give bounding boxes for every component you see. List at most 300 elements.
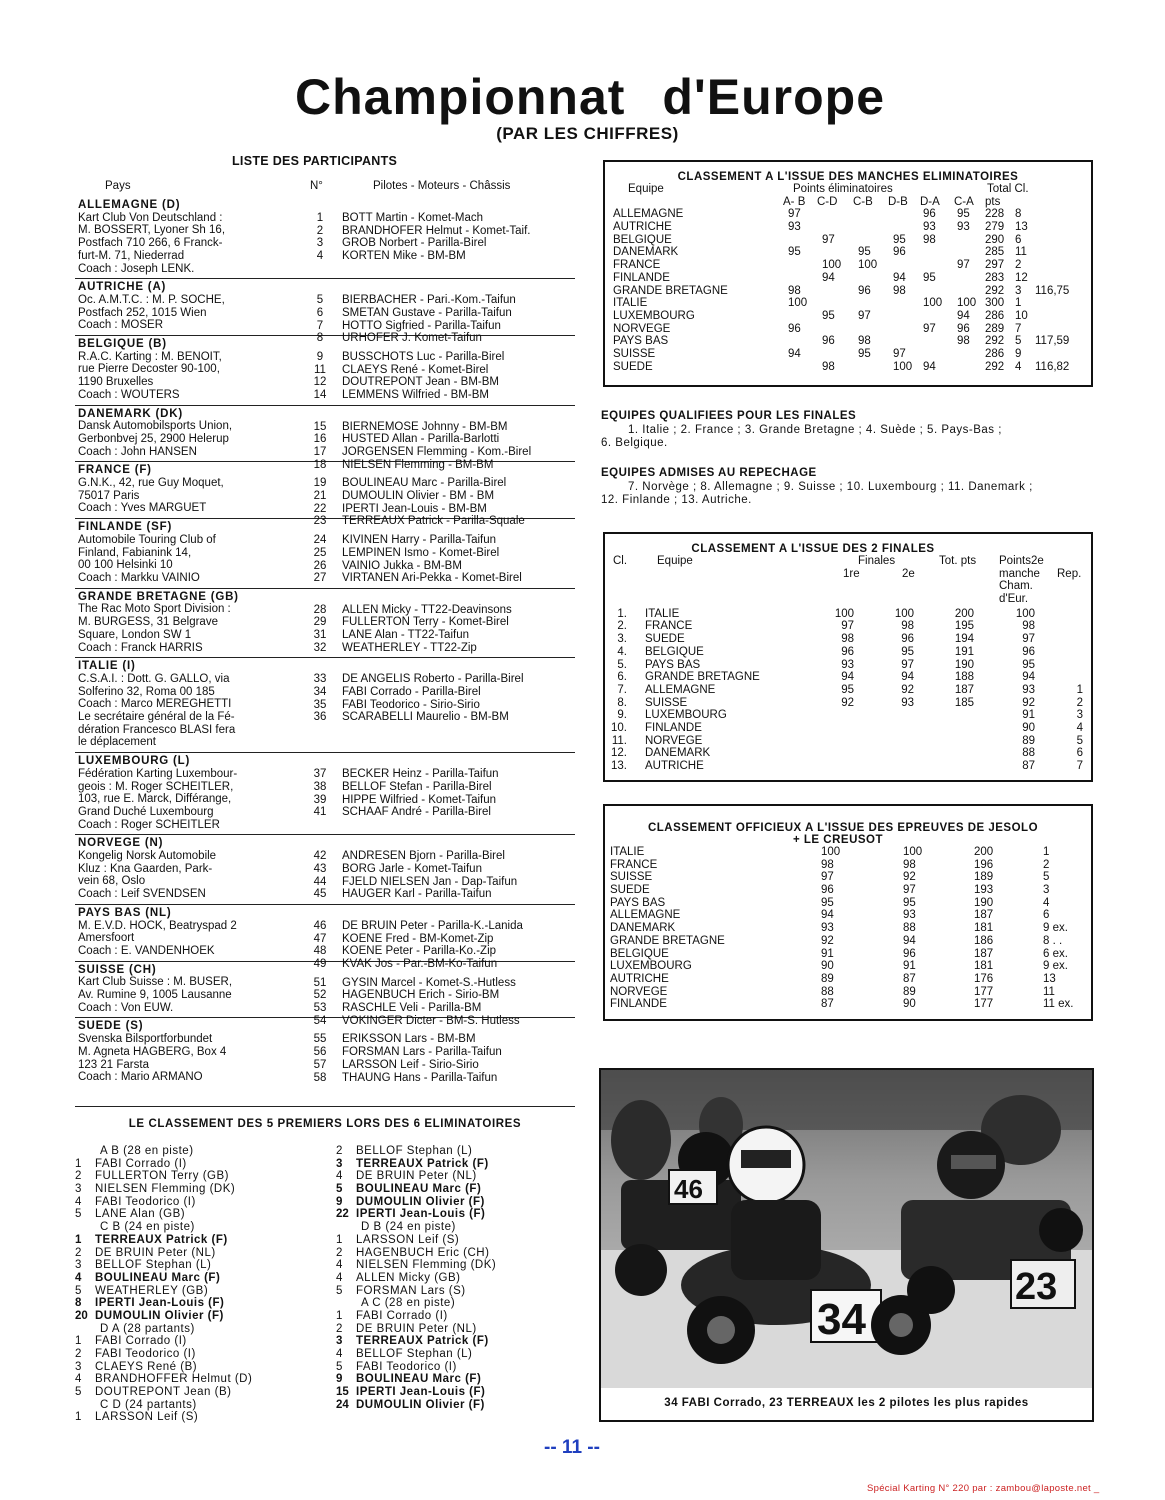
pilot-name: LEMPINEN Ismo - Komet-Birel bbox=[342, 546, 500, 559]
team-info-line: Square, London SW 1 bbox=[78, 628, 192, 641]
pilot-number: 54 bbox=[313, 1014, 327, 1027]
officieux-cell: 92 bbox=[903, 871, 916, 884]
elim-cell: 12 bbox=[1015, 271, 1028, 284]
pilot-row bbox=[280, 850, 576, 863]
final-cell: 2 bbox=[1076, 696, 1083, 709]
team-info bbox=[75, 591, 278, 655]
team-block bbox=[75, 753, 575, 835]
final-team: ITALIE bbox=[645, 607, 680, 620]
pilot-row bbox=[280, 933, 576, 946]
elim5-entry bbox=[336, 1183, 576, 1196]
final-cell: 96 bbox=[841, 645, 854, 658]
final-cell: 1 bbox=[1076, 683, 1083, 696]
team-info-line: Fédération Karting Luxembour- bbox=[78, 767, 238, 780]
officieux-cell: 93 bbox=[903, 909, 916, 922]
elim-cell: 286 bbox=[985, 347, 1005, 360]
elim-row bbox=[605, 285, 1091, 298]
final-cell: 87 bbox=[1022, 760, 1035, 772]
pilot-number: 26 bbox=[313, 559, 327, 572]
elim5-rank: 1 bbox=[336, 1309, 343, 1322]
pilot-row bbox=[280, 534, 576, 547]
elim-cell: 285 bbox=[985, 246, 1005, 259]
page-number: -- 11 -- bbox=[544, 1437, 600, 1458]
final-team: SUEDE bbox=[645, 633, 685, 646]
elim5-entry bbox=[336, 1361, 576, 1374]
team-info-line: The Rac Moto Sport Division : bbox=[78, 603, 231, 616]
officieux-rows bbox=[605, 846, 1091, 1011]
final-cell: 100 bbox=[834, 607, 854, 620]
elim5-group-heading bbox=[336, 1297, 576, 1310]
elim-cell: 13 bbox=[1015, 221, 1028, 234]
pilot-name: TERREAUX Patrick - Parilla-Squale bbox=[342, 515, 525, 528]
elim-h-pts: pts bbox=[985, 195, 1001, 208]
elim-h-group: A- B bbox=[783, 195, 806, 208]
col-pays: Pays bbox=[105, 180, 131, 192]
team-info-line: Coach : WOUTERS bbox=[78, 388, 180, 401]
officieux-cell: 187 bbox=[974, 909, 994, 922]
pilot-name: ANDRESEN Bjorn - Parilla-Birel bbox=[342, 850, 505, 863]
final-cell: 6 bbox=[1076, 747, 1083, 760]
team-info-line: C.S.A.I. : Dott. G. GALLO, via bbox=[78, 672, 230, 685]
elim-cell: 100 bbox=[822, 259, 842, 272]
elim-row bbox=[605, 348, 1091, 361]
team-info-line: 00 100 Helsinki 10 bbox=[78, 559, 173, 572]
elim-team: SUISSE bbox=[613, 347, 656, 360]
pilot-row bbox=[280, 920, 576, 933]
officieux-team: SUEDE bbox=[610, 884, 650, 897]
team-info bbox=[75, 521, 278, 585]
final-row bbox=[605, 633, 1091, 646]
elim-cell: 6 bbox=[1015, 233, 1022, 246]
elim5-entry bbox=[336, 1399, 576, 1412]
officieux-row bbox=[605, 986, 1091, 999]
participants-list bbox=[75, 197, 575, 1087]
elim5-entry bbox=[75, 1196, 330, 1209]
officieux-cell: 181 bbox=[974, 922, 994, 935]
pilot-row bbox=[280, 1072, 576, 1085]
elim-team: NORVEGE bbox=[613, 322, 671, 335]
pilot-row bbox=[280, 477, 576, 490]
team-info-line: M. BOSSERT, Lyoner Sh 16, bbox=[78, 224, 226, 237]
team-name: SUISSE (CH) bbox=[78, 963, 157, 976]
pilot-number: 44 bbox=[313, 875, 327, 888]
pilot-name: JORGENSEN Flemming - Kom.-Birel bbox=[342, 445, 532, 458]
team-info-line: Coach : Mario ARMANO bbox=[78, 1071, 203, 1084]
final-h-1re: 1re bbox=[843, 567, 860, 580]
pilot-name: THAUNG Hans - Parilla-Taifun bbox=[342, 1071, 498, 1084]
elim-row bbox=[605, 272, 1091, 285]
final-team: SUISSE bbox=[645, 696, 688, 709]
team-pilots bbox=[280, 673, 576, 724]
pilot-number: 4 bbox=[316, 250, 324, 263]
final-row bbox=[605, 620, 1091, 633]
final-rows bbox=[605, 608, 1091, 773]
pilot-name: HUSTED Allan - Parilla-Barlotti bbox=[342, 433, 500, 446]
team-info-line: Coach : E. VANDENHOEK bbox=[78, 944, 215, 957]
final-cell: 5. bbox=[617, 658, 627, 671]
pilot-name: HOTTO Sigfried - Parilla-Taifun bbox=[342, 319, 501, 332]
pilot-number: 46 bbox=[313, 919, 327, 932]
elim5-entry bbox=[336, 1335, 576, 1348]
elim-row bbox=[605, 361, 1091, 374]
team-info-line: Dansk Automobilsports Union, bbox=[78, 420, 233, 433]
elim5-rank: 3 bbox=[75, 1360, 82, 1373]
elim-cell: 97 bbox=[822, 233, 835, 246]
final-cell: 190 bbox=[954, 658, 974, 671]
elim5-entry bbox=[336, 1259, 576, 1272]
team-info bbox=[75, 837, 278, 901]
final-row bbox=[605, 760, 1091, 773]
elim-cell: 98 bbox=[788, 284, 801, 297]
pilot-number: 43 bbox=[313, 863, 327, 876]
pilot-number: 15 bbox=[313, 420, 327, 433]
team-info-line: Finland, Fabianink 14, bbox=[78, 546, 192, 559]
elim5-rank: 4 bbox=[336, 1271, 343, 1284]
elim5-driver: FABI Teodorico (I) bbox=[95, 1348, 196, 1360]
final-h-2e: 2e bbox=[902, 567, 915, 580]
elim-cell: 10 bbox=[1015, 309, 1028, 322]
elim5-group-label: D A (28 partants) bbox=[100, 1322, 195, 1335]
pilot-number: 32 bbox=[313, 641, 327, 654]
elim5-driver: TERREAUX Patrick (F) bbox=[356, 1157, 489, 1170]
elim-h-group: D-A bbox=[920, 195, 940, 208]
kart-number-23: 23 bbox=[1015, 1266, 1058, 1308]
officieux-row bbox=[605, 859, 1091, 872]
pilot-row bbox=[280, 711, 576, 724]
elim-cell: 100 bbox=[957, 297, 977, 310]
pilot-name: DE BRUIN Peter - Parilla-K.-Lanida bbox=[342, 919, 523, 932]
pilot-number: 47 bbox=[313, 932, 327, 945]
officieux-cell: 13 bbox=[1043, 972, 1056, 985]
team-block bbox=[75, 835, 575, 905]
elim5-heading: LE CLASSEMENT DES 5 PREMIERS LORS DES 6 ELIMINATOIRES bbox=[75, 1106, 575, 1130]
final-h-finales: Finales bbox=[858, 555, 896, 567]
pilot-name: SCHAAF André - Parilla-Birel bbox=[342, 806, 491, 819]
final-cell: 91 bbox=[1022, 709, 1035, 722]
elim-row bbox=[605, 234, 1091, 247]
final-cell: 93 bbox=[841, 658, 854, 671]
elim-cell: 286 bbox=[985, 309, 1005, 322]
officieux-cell: 6 bbox=[1043, 909, 1050, 922]
pilot-number: 14 bbox=[313, 389, 327, 402]
final-header-1 bbox=[605, 555, 1091, 568]
final-h-equipe: Equipe bbox=[657, 555, 693, 567]
officieux-cell: 93 bbox=[821, 922, 834, 935]
team-block bbox=[75, 1018, 575, 1087]
elim5-rank: 9 bbox=[336, 1373, 343, 1386]
pilot-number: 9 bbox=[316, 351, 324, 364]
final-row bbox=[605, 659, 1091, 672]
team-info-line: 103, rue E. Marck, Différange, bbox=[78, 793, 232, 806]
team-pilots bbox=[280, 534, 576, 585]
team-info-line: M. E.V.D. HOCK, Beatryspad 2 bbox=[78, 919, 237, 932]
team-info-line: dération Francesco BLASI fera bbox=[78, 723, 236, 736]
team-info-line: Coach : MOSER bbox=[78, 319, 163, 332]
elim-h-points: Points éliminatoires bbox=[793, 183, 893, 195]
elim-cell: 95 bbox=[788, 246, 801, 259]
officieux-team: FINLANDE bbox=[610, 998, 667, 1011]
elim5-group-label: A C (28 en piste) bbox=[361, 1297, 456, 1310]
repechage-text-2: 12. Finlande ; 13. Autriche. bbox=[601, 494, 752, 506]
elim-cell: 95 bbox=[893, 233, 906, 246]
final-row bbox=[605, 608, 1091, 621]
elim5-entry bbox=[75, 1285, 330, 1298]
officieux-team: FRANCE bbox=[610, 858, 658, 871]
officieux-row bbox=[605, 948, 1091, 961]
pilot-row bbox=[280, 421, 576, 434]
pilot-name: BELLOF Stefan - Parilla-Birel bbox=[342, 780, 492, 793]
final-h-cl: Cl. bbox=[613, 555, 628, 567]
elim5-driver: IPERTI Jean-Louis (F) bbox=[95, 1297, 225, 1310]
team-info-line: Oc. A.M.T.C. : M. P. SOCHE, bbox=[78, 293, 225, 306]
team-info-line: Coach : Joseph LENK. bbox=[78, 262, 195, 275]
final-cell: 194 bbox=[954, 633, 974, 646]
final-cell: 93 bbox=[1022, 683, 1035, 696]
pilot-row bbox=[280, 686, 576, 699]
pilot-row bbox=[280, 351, 576, 364]
elim5-rank: 15 bbox=[336, 1386, 349, 1399]
elim5-entry bbox=[75, 1272, 330, 1285]
pilot-row bbox=[280, 699, 576, 712]
officieux-row bbox=[605, 897, 1091, 910]
final-cell: 12. bbox=[611, 747, 627, 760]
elim5-driver: HAGENBUCH Eric (CH) bbox=[356, 1246, 490, 1259]
elim5-entry bbox=[336, 1348, 576, 1361]
elim-row bbox=[605, 297, 1091, 310]
elim-cell: 95 bbox=[858, 246, 871, 259]
col-no: N° bbox=[310, 180, 323, 192]
pilot-number: 42 bbox=[313, 850, 327, 863]
elim-cell: 292 bbox=[985, 284, 1005, 297]
elim-cell: 297 bbox=[985, 259, 1005, 272]
elim-h-group: D-B bbox=[888, 195, 908, 208]
pilot-name: HAGENBUCH Erich - Sirio-BM bbox=[342, 989, 500, 1002]
elim5-group-heading bbox=[75, 1145, 330, 1158]
elim5-rank: 1 bbox=[336, 1233, 343, 1246]
pilot-name: HAUGER Karl - Parilla-Taifun bbox=[342, 888, 492, 901]
pilot-row bbox=[280, 863, 576, 876]
officieux-row bbox=[605, 871, 1091, 884]
elim-cell: 300 bbox=[985, 297, 1005, 310]
pilot-name: CLAEYS René - Komet-Birel bbox=[342, 363, 489, 376]
elim5-rank: 4 bbox=[75, 1271, 82, 1284]
pilot-number: 58 bbox=[313, 1071, 327, 1084]
officieux-cell: 1 bbox=[1043, 846, 1050, 858]
team-info-line: Automobile Touring Club of bbox=[78, 533, 216, 546]
elim-cell: 96 bbox=[788, 322, 801, 335]
final-cell: 11. bbox=[611, 734, 627, 747]
elim5-driver: FORSMAN Lars (S) bbox=[356, 1284, 466, 1297]
kart-number-46: 46 bbox=[674, 1174, 703, 1204]
elim5-rank: 9 bbox=[336, 1195, 343, 1208]
final-team: DANEMARK bbox=[645, 747, 711, 760]
pilot-row bbox=[280, 888, 576, 901]
pilot-number: 24 bbox=[313, 534, 327, 547]
elim-cell: 95 bbox=[822, 309, 835, 322]
elim-header-1 bbox=[605, 183, 1091, 196]
elim5-rank: 1 bbox=[75, 1157, 82, 1170]
pilot-row bbox=[280, 1059, 576, 1072]
pilot-number: 28 bbox=[313, 603, 327, 616]
elim-cell: 98 bbox=[923, 233, 936, 246]
elim-cell: 96 bbox=[893, 246, 906, 259]
pilot-number: 7 bbox=[316, 319, 324, 332]
pilot-row bbox=[280, 307, 576, 320]
pilot-row bbox=[280, 989, 576, 1002]
elim5-rank: 3 bbox=[75, 1259, 82, 1272]
final-table-title: CLASSEMENT A L'ISSUE DES 2 FINALES bbox=[691, 543, 935, 555]
final-cell: 98 bbox=[1022, 620, 1035, 633]
team-info-line: Kart Club Von Deutschland : bbox=[78, 211, 223, 224]
final-cell: 95 bbox=[841, 683, 854, 696]
team-info bbox=[75, 660, 278, 749]
elim-cell: 96 bbox=[957, 322, 970, 335]
pilot-row bbox=[280, 433, 576, 446]
pilot-number: 52 bbox=[313, 989, 327, 1002]
pilot-number: 29 bbox=[313, 616, 327, 629]
team-pilots bbox=[280, 351, 576, 402]
final-cell: 100 bbox=[1015, 607, 1035, 620]
elim-cell: 116,82 bbox=[1035, 360, 1070, 373]
elim-cell: 98 bbox=[858, 335, 871, 348]
footer-credit: Spécial Karting N° 220 par : zambou@laposte.net _ bbox=[867, 1483, 1100, 1494]
page-title: Championnat d'Europe bbox=[295, 69, 885, 125]
elim5-entry bbox=[336, 1158, 576, 1171]
pilot-row bbox=[280, 212, 576, 225]
officieux-cell: 87 bbox=[903, 972, 916, 985]
team-info-line: Kluz : Kna Gaarden, Park- bbox=[78, 862, 213, 875]
elim5-rank: 24 bbox=[336, 1398, 349, 1411]
team-info-line: Postfach 710 266, 6 Franck- bbox=[78, 237, 223, 250]
repechage-text-1: 7. Norvège ; 8. Allemagne ; 9. Suisse ; 10. Luxembourg ; 11. Danemark ; bbox=[628, 481, 1033, 493]
elim5-group-label: C D (24 partants) bbox=[100, 1398, 197, 1411]
final-row bbox=[605, 735, 1091, 748]
elim5-driver: DE BRUIN Peter (NL) bbox=[95, 1246, 216, 1259]
pilot-name: DE ANGELIS Roberto - Parilla-Birel bbox=[342, 673, 524, 686]
elim-team: ITALIE bbox=[613, 297, 648, 310]
final-cell: 3 bbox=[1076, 709, 1083, 722]
elim5-driver: BRANDHOFFER Helmut (D) bbox=[95, 1373, 253, 1386]
team-pilots bbox=[280, 604, 576, 655]
final-cell: 98 bbox=[841, 633, 854, 646]
team-info-line: Svenska Bilsportforbundet bbox=[78, 1033, 213, 1046]
team-info bbox=[75, 1020, 278, 1084]
elim5-rank: 5 bbox=[75, 1208, 82, 1221]
pilot-name: KOENE Fred - BM-Komet-Zip bbox=[342, 932, 494, 945]
final-row bbox=[605, 722, 1091, 735]
pilot-number: 3 bbox=[316, 237, 324, 250]
team-info bbox=[75, 338, 278, 402]
officieux-cell: 189 bbox=[974, 871, 994, 884]
team-name: DANEMARK (DK) bbox=[78, 407, 183, 420]
officieux-row bbox=[605, 884, 1091, 897]
officieux-cell: 200 bbox=[974, 846, 994, 858]
team-info-line: Coach : Yves MARGUET bbox=[78, 502, 207, 515]
pilot-number: 1 bbox=[316, 212, 324, 224]
elim5-driver: LANE Alan (GB) bbox=[95, 1208, 186, 1221]
elim-cell: 279 bbox=[985, 221, 1005, 234]
pilot-name: VOKINGER Dicter - BM-S. Hutless bbox=[342, 1014, 520, 1027]
elim5-rank: 4 bbox=[336, 1259, 343, 1272]
team-info-line: Gerbonbvej 25, 2900 Helerup bbox=[78, 432, 229, 445]
elim5-entry bbox=[336, 1272, 576, 1285]
elim-cell: 9 bbox=[1015, 347, 1022, 360]
pilot-number: 39 bbox=[313, 793, 327, 806]
elim5-rank: 2 bbox=[75, 1170, 82, 1183]
team-name: LUXEMBOURG (L) bbox=[78, 755, 191, 768]
team-info-line: Coach : Von EUW. bbox=[78, 1001, 174, 1014]
pilot-row bbox=[280, 250, 576, 263]
team-info bbox=[75, 964, 278, 1015]
officieux-cell: 3 bbox=[1043, 884, 1050, 897]
pilot-number: 33 bbox=[313, 673, 327, 686]
team-info-line: Amersfoort bbox=[78, 932, 135, 945]
officieux-cell: 92 bbox=[821, 934, 834, 947]
qualified-text-2: 6. Belgique. bbox=[601, 437, 668, 449]
officieux-cell: 186 bbox=[974, 934, 994, 947]
final-team: ALLEMAGNE bbox=[645, 683, 716, 696]
elim5-entry bbox=[75, 1297, 330, 1310]
elim5-group-heading bbox=[75, 1399, 330, 1412]
pilot-row bbox=[280, 364, 576, 377]
pilot-row bbox=[280, 560, 576, 573]
team-info-line: le déplacement bbox=[78, 736, 156, 749]
elim5-rank: 5 bbox=[336, 1183, 343, 1196]
team-info-line: 123 21 Farsta bbox=[78, 1058, 149, 1071]
final-cell: 94 bbox=[841, 671, 854, 684]
pilot-name: VIRTANEN Ari-Pekka - Komet-Birel bbox=[342, 572, 522, 585]
pilot-name: KIVINEN Harry - Parilla-Taifun bbox=[342, 534, 497, 547]
team-pilots bbox=[280, 212, 576, 263]
elim-cell: 97 bbox=[893, 347, 906, 360]
pilot-number: 36 bbox=[313, 711, 327, 724]
officieux-cell: 11 bbox=[1043, 985, 1055, 998]
elim-cell: 228 bbox=[985, 208, 1005, 221]
elim-row bbox=[605, 323, 1091, 336]
elim5-driver: DOUTREPONT Jean (B) bbox=[95, 1386, 232, 1399]
elim5-driver: FABI Teodorico (I) bbox=[95, 1195, 196, 1208]
final-cell: 95 bbox=[1022, 658, 1035, 671]
officieux-cell: 95 bbox=[903, 896, 916, 909]
pilot-name: FABI Corrado - Parilla-Birel bbox=[342, 685, 481, 698]
elim-team: FRANCE bbox=[613, 259, 661, 272]
elim5-entry bbox=[336, 1285, 576, 1298]
elim5-entry bbox=[336, 1323, 576, 1336]
elim5-rank: 5 bbox=[75, 1386, 82, 1399]
team-name: FINLANDE (SF) bbox=[78, 521, 173, 534]
pilot-number: 11 bbox=[314, 363, 326, 376]
kart-number-34: 34 bbox=[817, 1295, 866, 1344]
elim5-entry bbox=[75, 1208, 330, 1221]
elim5-group-label: D B (24 en piste) bbox=[361, 1221, 456, 1234]
elim5-group-heading bbox=[336, 1221, 576, 1234]
elim5-driver: CLAEYS René (B) bbox=[95, 1360, 198, 1373]
pilot-name: GYSIN Marcel - Komet-S.-Hutless bbox=[342, 976, 516, 989]
final-cell: 94 bbox=[1022, 671, 1035, 684]
elim5-driver: NIELSEN Flemming (DK) bbox=[95, 1183, 236, 1196]
officieux-cell: 181 bbox=[974, 960, 994, 973]
elim-cell: 95 bbox=[858, 347, 871, 360]
officieux-cell: 91 bbox=[903, 960, 916, 973]
team-info bbox=[75, 907, 278, 958]
final-cell: 8. bbox=[617, 696, 627, 709]
team-info-line: M. Agneta HAGBERG, Box 4 bbox=[78, 1045, 227, 1058]
elim5-entry bbox=[336, 1196, 576, 1209]
officieux-cell: 100 bbox=[903, 846, 923, 858]
elim-team: SUEDE bbox=[613, 360, 653, 373]
pilot-name: BECKER Heinz - Parilla-Taifun bbox=[342, 768, 499, 781]
team-block bbox=[75, 519, 575, 589]
